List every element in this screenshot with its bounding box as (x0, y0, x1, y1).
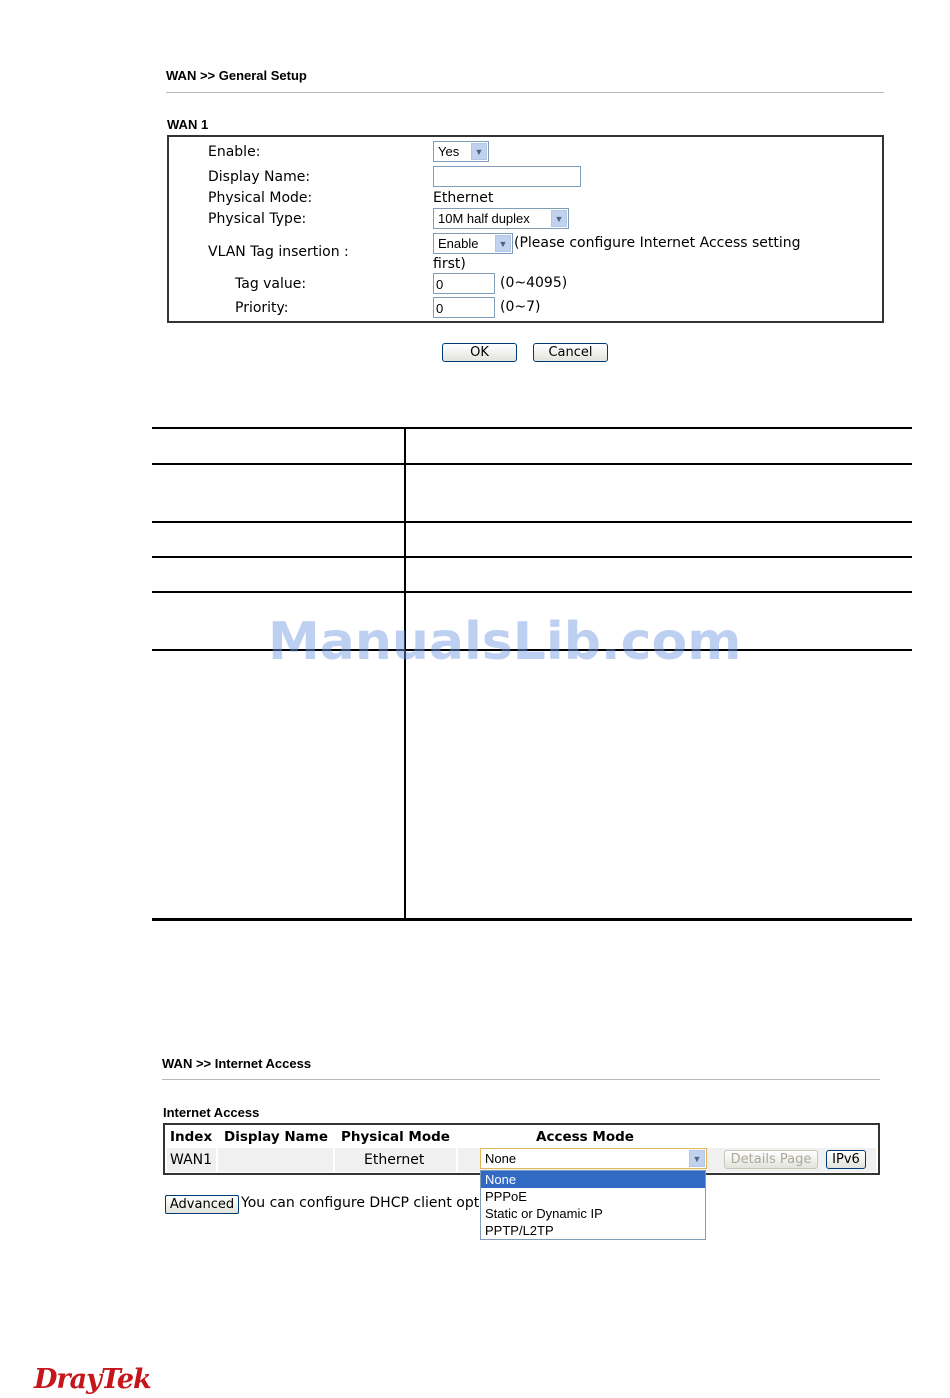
dropdown-option-pppoe[interactable]: PPPoE (485, 1189, 527, 1204)
watermark: ManualsLib.com (268, 612, 742, 672)
priority-range: (0~7) (500, 299, 541, 315)
enable-select[interactable]: Yes ▼ (433, 141, 489, 162)
row-index: WAN1 (170, 1152, 213, 1168)
vlan-note-cont: first) (433, 256, 466, 272)
dropdown-option-pptp-l2tp[interactable]: PPTP/L2TP (485, 1223, 554, 1238)
row-physical-mode: Ethernet (364, 1152, 425, 1168)
advanced-note: You can configure DHCP client opt (241, 1195, 480, 1211)
header-physical-mode: Physical Mode (341, 1129, 450, 1145)
physical-mode-label: Physical Mode: (208, 190, 313, 206)
priority-label: Priority: (235, 300, 289, 316)
access-mode-dropdown[interactable] (480, 1170, 706, 1240)
table-top-border (152, 427, 912, 429)
table-row-divider (152, 591, 912, 593)
internet-access-breadcrumb: WAN >> Internet Access (162, 1056, 312, 1071)
physical-type-select[interactable]: 10M half duplex ▼ (433, 208, 569, 229)
wan1-settings-panel (167, 135, 884, 323)
vlan-tag-label: VLAN Tag insertion : (208, 244, 349, 260)
breadcrumb-divider (162, 1079, 880, 1080)
dropdown-option-none[interactable]: None (481, 1171, 705, 1188)
details-page-button[interactable]: Details Page (724, 1150, 818, 1169)
cancel-button[interactable]: Cancel (533, 343, 608, 362)
wan1-section-title: WAN 1 (167, 117, 209, 132)
cell-divider (456, 1148, 458, 1172)
cell-divider (333, 1148, 335, 1172)
table-row-divider (152, 463, 912, 465)
general-setup-breadcrumb: WAN >> General Setup (166, 68, 307, 83)
tag-value-label: Tag value: (235, 276, 307, 292)
table-row-divider (152, 521, 912, 523)
ipv6-button[interactable]: IPv6 (826, 1150, 866, 1169)
internet-access-title: Internet Access (163, 1105, 260, 1120)
table-column-divider (404, 427, 406, 921)
ok-button[interactable]: OK (442, 343, 517, 362)
draytek-logo: DrayTek (34, 1364, 151, 1395)
physical-mode-value: Ethernet (433, 190, 494, 206)
display-name-label: Display Name: (208, 169, 311, 185)
tag-value-input[interactable]: 0 (433, 273, 495, 294)
priority-input[interactable]: 0 (433, 297, 495, 318)
display-name-input[interactable] (433, 166, 581, 187)
enable-label: Enable: (208, 144, 261, 160)
header-access-mode: Access Mode (536, 1129, 634, 1145)
cell-divider (216, 1148, 218, 1172)
chevron-down-icon: ▼ (495, 235, 511, 252)
header-index: Index (170, 1129, 213, 1145)
table-row-divider (152, 556, 912, 558)
breadcrumb-divider (166, 92, 884, 93)
chevron-down-icon: ▼ (471, 143, 487, 160)
dropdown-option-static-dynamic-ip[interactable]: Static or Dynamic IP (485, 1206, 603, 1221)
vlan-tag-select[interactable]: Enable ▼ (433, 233, 513, 254)
header-display-name: Display Name (224, 1129, 328, 1145)
chevron-down-icon: ▼ (551, 210, 567, 227)
access-mode-select[interactable]: None ▼ (480, 1148, 707, 1169)
chevron-down-icon: ▼ (689, 1150, 705, 1167)
vlan-note: (Please configure Internet Access setting (514, 235, 801, 251)
physical-type-label: Physical Type: (208, 211, 307, 227)
tag-value-range: (0~4095) (500, 275, 568, 291)
internet-access-table (163, 1123, 880, 1175)
table-bottom-border (152, 918, 912, 921)
advanced-button[interactable]: Advanced (165, 1195, 239, 1214)
